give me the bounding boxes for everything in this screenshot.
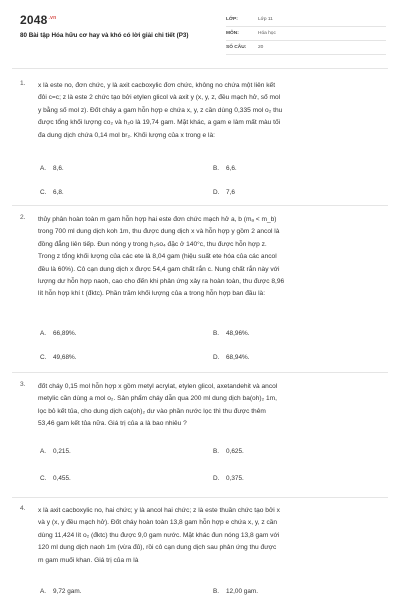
- question-line: và y (x, y đều mạch hở). Đốt cháy hoàn toàn 13,8 gam hỗn hợp e chứa x, y, z cần: [38, 519, 278, 527]
- meta-label: SỐ CÂU:: [226, 45, 247, 50]
- option-a[interactable]: A. 8,6.: [40, 165, 64, 172]
- question-line: thủy phân hoàn toàn m gam hỗn hợp hai este đơn chức mạch hở a, b (mₐ < m_b): [38, 216, 277, 223]
- question-line: đốt cháy 0,15 mol hỗn hợp x gồm metyl acrylat, etylen glicol, axetandehit và ancol: [38, 383, 278, 390]
- option-c[interactable]: C. 49,68%.: [40, 354, 77, 361]
- meta-label: LỚP:: [226, 17, 238, 22]
- question-line: lít hỗn hợp khí t (đktc). Phần trăm khối lượng của a trong hỗn hợp ban đầu là:: [38, 290, 266, 298]
- question-line: 53,46 gam kết tủa nữa. Giá trị của a là bao nhiêu ?: [38, 420, 187, 428]
- question-line: metylic cần dùng a mol o₂. Sản phẩm cháy dẫn qua 200 ml dung dịch ba(oh)₂ 1m,: [38, 395, 277, 403]
- meta-value: Lớp 11: [258, 17, 273, 22]
- meta-row-count: [226, 41, 386, 55]
- meta-row-grade: [226, 13, 386, 27]
- question-number: 4.: [20, 505, 26, 512]
- page-title: 80 Bài tập Hóa hữu cơ hay và khó có lời giải chi tiết (P3): [20, 32, 189, 39]
- question-line: x là este no, đơn chức, y là axit cacboxylic đơn chức, không no chứa một liên kết: [38, 82, 276, 89]
- question-number: 2.: [20, 214, 26, 221]
- question-number: 3.: [20, 381, 26, 388]
- option-d[interactable]: D. 68,94%.: [213, 354, 250, 361]
- question-line: dùng 11,424 lít o₂ (đktc) thu được 9,0 gam nước. Mặt khác đun nóng 13,8 gam với: [38, 531, 280, 539]
- option-b[interactable]: B. 6,6.: [213, 165, 237, 172]
- meta-value: 20: [258, 45, 264, 50]
- question-line: đều là 60%). Cô cạn dung dịch x được 54,4 gam chất rắn c. Nung chất rắn này với: [38, 265, 280, 273]
- document-header: [0, 0, 400, 62]
- divider: [12, 497, 388, 498]
- divider: [12, 205, 388, 206]
- question-line: đồng đẳng liên tiếp. Đun nóng y trong h₂so₄ đặc ở 140°c, thu được hỗn hợp z.: [38, 240, 267, 248]
- question-line: y bằng số mol z). Đốt cháy a gam hỗn hợp e chứa x, y, z cần dùng 0,335 mol o₂ thu: [38, 106, 283, 114]
- option-a[interactable]: A. 66,89%.: [40, 330, 77, 337]
- question-line: lọc bỏ kết tủa, cho dung dịch ca(oh)₂ dư vào phần nước lọc thì thu được thêm: [38, 407, 266, 415]
- question-line: đa dung dịch chứa 0,14 mol br₂. Khối lượng của x trong e là:: [38, 131, 215, 139]
- option-c[interactable]: C. 6,8.: [40, 189, 64, 196]
- option-d[interactable]: D. 7,6: [213, 189, 235, 196]
- meta-value: Hóa học: [258, 31, 276, 36]
- question-line: trong 700 ml dung dịch koh 1m, thu được dung dịch x và hỗn hợp y gồm 2 ancol là: [38, 228, 280, 236]
- divider: [12, 68, 388, 69]
- option-a[interactable]: A. 0,215.: [40, 448, 71, 455]
- question-number: 1.: [20, 80, 26, 87]
- option-b[interactable]: B. 12,00 gam.: [213, 588, 258, 595]
- question-line: lượng dư hỗn hợp naoh, cao cho đến khi phản ứng xảy ra hoàn toàn, thu được 8,96: [38, 278, 285, 285]
- meta-row-subject: [226, 27, 386, 41]
- option-a[interactable]: A. 9,72 gam.: [40, 588, 82, 595]
- site-logo[interactable]: $2048^{.vn}$: [20, 13, 57, 27]
- question-line: x là axit cacboxylic no, hai chức; y là ancol hai chức; z là este thuần chức tạo bởi x: [38, 507, 280, 514]
- meta-panel: [226, 13, 386, 55]
- option-c[interactable]: C. 0,455.: [40, 475, 71, 482]
- question-line: 120 ml dung dịch naoh 1m (vừa đủ), rồi cô cạn dung dịch sau phản ứng thu được: [38, 544, 277, 552]
- option-d[interactable]: D. 0,375.: [213, 475, 244, 482]
- divider: [12, 372, 388, 373]
- option-b[interactable]: B. 48,96%.: [213, 330, 250, 337]
- question-line: m gam muối khan. Giá trị của m là: [38, 556, 139, 564]
- question-line: Trong z tổng khối lượng của các ete là 8,04 gam (hiệu suất ete hóa của các ancol: [38, 253, 277, 261]
- question-line: được tổng khối lượng co₂ và h₂o là 19,74 gam. Mặt khác, a gam e làm mất màu tối: [38, 119, 281, 127]
- option-b[interactable]: B. 0,625.: [213, 448, 244, 455]
- meta-label: MÔN:: [226, 31, 239, 36]
- question-line: đôi c=c; z là este 2 chức tạo bởi etylen glicol và axit y (x, y, z, đều mạch hở, số mol: [38, 94, 281, 102]
